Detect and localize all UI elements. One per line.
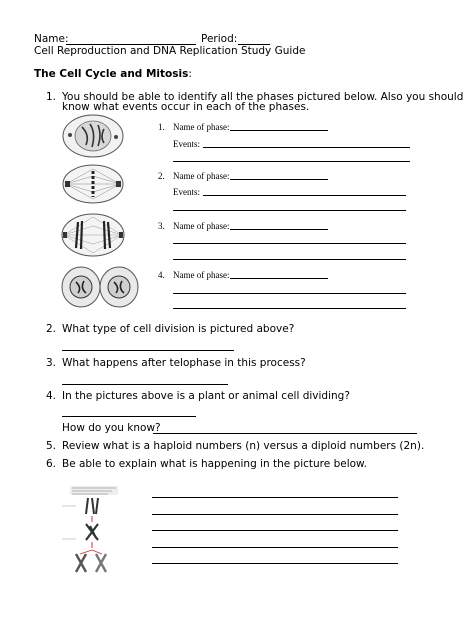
- phase-3-name-label: Name of phase:: [173, 221, 230, 231]
- phase-2-number: 2.: [158, 171, 165, 181]
- phase-2-name-label: Name of phase:: [173, 171, 230, 181]
- phase-1-events-label: Events:: [173, 139, 200, 149]
- q2-answer-field[interactable]: [62, 350, 234, 351]
- q3-number: 3.: [46, 357, 57, 369]
- q3-text: What happens after telophase in this process?: [62, 357, 306, 369]
- section-heading-text: The Cell Cycle and Mitosis: [34, 68, 189, 80]
- phase-2-events-field-1[interactable]: [203, 195, 406, 196]
- section-heading: [34, 68, 192, 81]
- phase-1-events-field-2[interactable]: [173, 161, 410, 162]
- q6-answer-field-4[interactable]: [152, 547, 398, 548]
- period-label: Period:: [201, 33, 238, 45]
- prophase-cell-image: [60, 113, 126, 159]
- phase-4-number: 4.: [158, 270, 165, 280]
- phase-4-name-label: Name of phase:: [173, 270, 230, 280]
- metaphase-cell-image: [60, 163, 126, 205]
- phase-1-events-field-1[interactable]: [203, 147, 410, 148]
- phase-1-name-label: Name of phase:: [173, 122, 230, 132]
- q3-answer-field[interactable]: [62, 384, 228, 385]
- q6-answer-field-1[interactable]: [152, 497, 398, 498]
- q6-answer-field-3[interactable]: [152, 530, 398, 531]
- q4-followup: How do you know?: [62, 422, 161, 434]
- q6-answer-field-2[interactable]: [152, 514, 398, 515]
- phase-4-name-field[interactable]: [230, 278, 328, 279]
- q2-number: 2.: [46, 323, 57, 335]
- phase-2-name-field[interactable]: [230, 179, 328, 180]
- phase-3-number: 3.: [158, 221, 165, 231]
- q2-text: What type of cell division is pictured above?: [62, 323, 295, 335]
- q6-number: 6.: [46, 458, 57, 470]
- q1-line2: know what events occur in each of the phases.: [62, 101, 310, 113]
- anaphase-cell-image: [60, 212, 126, 258]
- phase-4-events-field-2[interactable]: [173, 308, 406, 309]
- phase-3-events-field-2[interactable]: [173, 259, 406, 260]
- phase-1-name-field[interactable]: [230, 130, 328, 131]
- q5-number: 5.: [46, 440, 57, 452]
- meiosis-diagram-image: [62, 484, 122, 584]
- phase-2-events-label: Events:: [173, 187, 200, 197]
- name-label: Name:: [34, 33, 69, 45]
- q4-followup-field[interactable]: [153, 433, 417, 434]
- q4-answer-field[interactable]: [62, 416, 196, 417]
- section-heading-colon: :: [188, 68, 192, 80]
- q4-number: 4.: [46, 390, 57, 402]
- q6-text: Be able to explain what is happening in the picture below.: [62, 458, 367, 470]
- q1-line1: You should be able to identify all the phases pictured below. Also you should: [62, 91, 464, 103]
- phase-3-events-field-1[interactable]: [173, 243, 406, 244]
- q1-number: 1.: [46, 91, 57, 103]
- telophase-cell-image: [60, 264, 140, 310]
- q6-answer-field-5[interactable]: [152, 563, 398, 564]
- phase-1-number: 1.: [158, 122, 165, 132]
- phase-3-name-field[interactable]: [230, 229, 328, 230]
- phase-2-events-field-2[interactable]: [173, 210, 406, 211]
- phase-4-events-field-1[interactable]: [173, 293, 406, 294]
- q5-text: Review what is a haploid numbers (n) versus a diploid numbers (2n).: [62, 440, 425, 452]
- document-title: Cell Reproduction and DNA Replication Study Guide: [34, 45, 306, 57]
- q4-text: In the pictures above is a plant or animal cell dividing?: [62, 390, 350, 402]
